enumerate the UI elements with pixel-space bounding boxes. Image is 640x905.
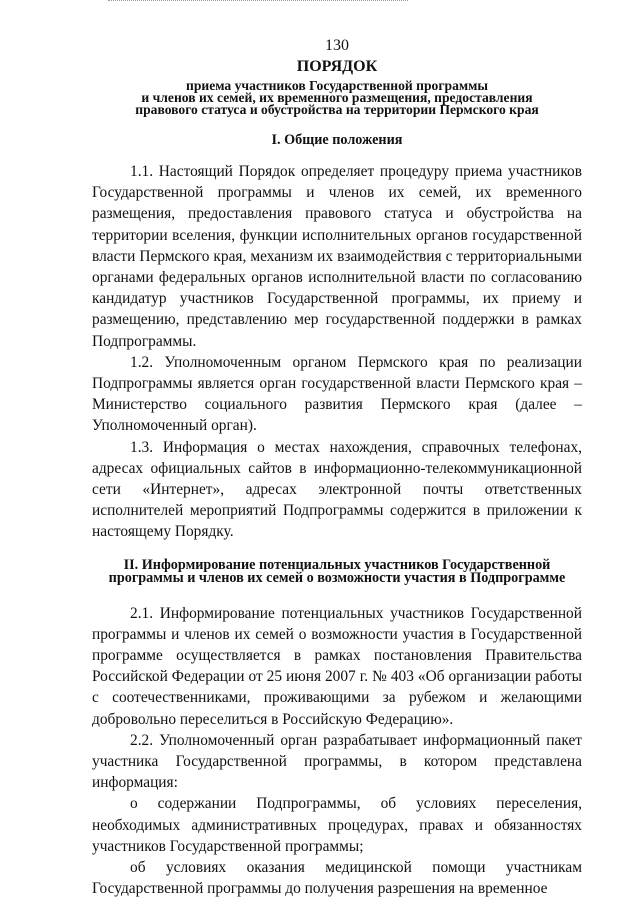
section-heading-line: программы и членов их семей о возможности участия в Подпрограмме <box>108 569 566 586</box>
scan-top-edge <box>108 0 408 2</box>
paragraph-2-1: 2.1. Информирование потенциальных участников Государственной программы и членов их семей о возможности участия в Государственной программе осуществляется в рамках постановления Правительства Российской Федерации от 25 июня 2007 г. № 403 «Об организации работы с соотечественниками, проживающими за рубежом и желающими добровольно переселиться в Российскую Федерацию». <box>92 604 582 728</box>
subtitle-line: и членов их семей, их временного размещения, предоставления <box>141 90 533 105</box>
paragraph-1-1: 1.1. Настоящий Порядок определяет процедуру приема участников Государственной программы и членов их семей, их временного размещения, предоставления правового статуса и обустройства на территории вселения, функции исполнительных органов государственной власти Пермского края, механизм их взаимодействия с территориальными органами федеральных органов исполнительной власти по согласованию кандидатур участников Государственной программы, их приему и размещению, представлению мер государственной поддержки в рамках Подпрограммы. <box>92 163 582 350</box>
subtitle-line: приема участников Государственной программы <box>185 78 488 93</box>
document-title: ПОРЯДОК <box>296 58 378 75</box>
paragraph-1-3: 1.3. Информация о местах нахождения, справочных телефонах, адресах официальных сайтов в информационно-телекоммуникационной сети «Интернет», адресах электронной почты ответственных исполнителей мероприятий Подпрограммы содержится в приложении к настоящему Порядку. <box>92 438 582 541</box>
page-number: 130 <box>325 37 349 54</box>
section-heading-line: I. Общие положения <box>271 132 403 148</box>
section-general-provisions <box>92 134 582 543</box>
section-heading-line: II. Информирование потенциальных участников Государственной <box>123 556 551 573</box>
document-subtitle <box>92 80 582 116</box>
subtitle-line: правового статуса и обустройства на территории Пермского края <box>135 102 539 117</box>
paragraph-2-2: 2.2. Уполномоченный орган разрабатывает информационный пакет участника Государственной программы, в котором представлена информация: <box>92 731 582 792</box>
list-item-program-content: о содержании Подпрограммы, об условиях переселения, необходимых административных процедурах, правах и обязанностях участников Государственной программы; <box>92 795 582 855</box>
section-informing <box>92 556 582 900</box>
paragraph-1-2: 1.2. Уполномоченным органом Пермского края по реализации Подпрограммы является орган государственной власти Пермского края – Министерство социального развития Пермского края (далее – Уполномоченный орган). <box>92 353 582 435</box>
list-item-medical-care: об условиях оказания медицинской помощи участникам Государственной программы до получения разрешения на временное <box>92 859 582 898</box>
section-heading <box>92 134 582 147</box>
document-page <box>92 36 582 900</box>
section-heading <box>92 556 582 586</box>
